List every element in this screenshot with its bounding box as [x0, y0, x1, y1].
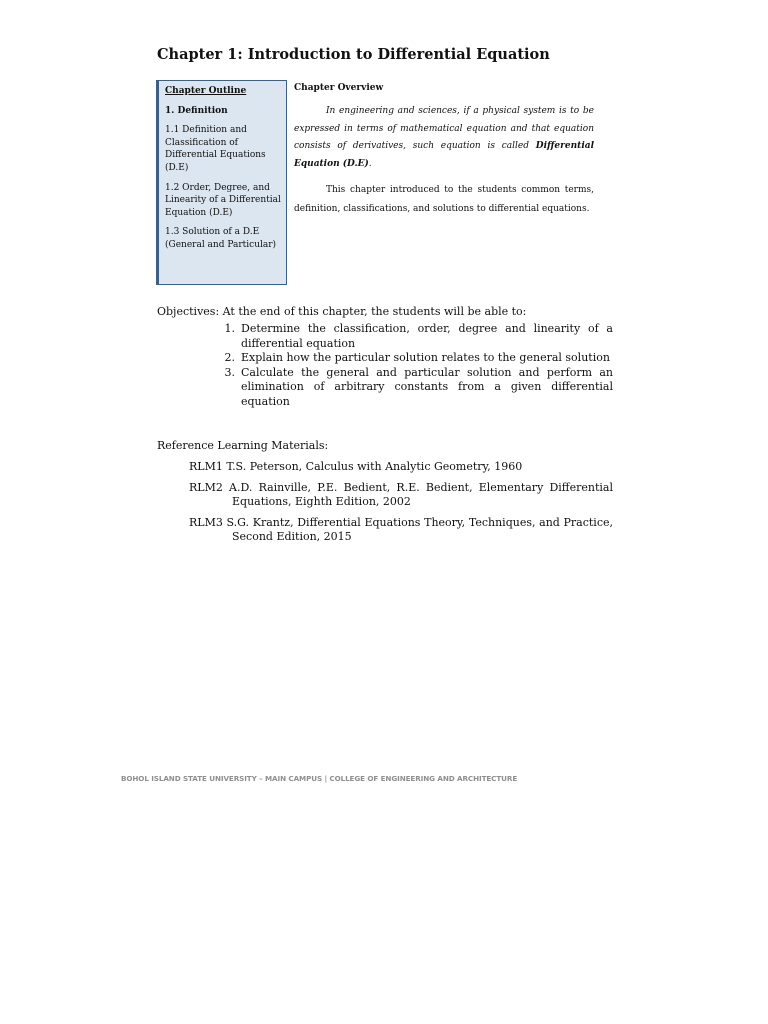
- overview-paragraph-end: .: [368, 158, 372, 169]
- reference-item: RLM3 S.G. Krantz, Differential Equations Theory, Techniques, and Practice, Second Edition, 2015: [189, 515, 613, 543]
- chapter-title: Chapter 1: Introduction to Differential Equation: [157, 46, 550, 63]
- overview-paragraph: [294, 103, 594, 173]
- overview-key-term: Differential Equation (D.E): [294, 141, 594, 169]
- outline-item: 1.3 Solution of a D.E (General and Particular): [165, 227, 277, 250]
- outline-item: 1.2 Order, Degree, and Linearity of a Differential Equation (D.E): [165, 182, 281, 218]
- overview-paragraph-text: In engineering and sciences, if a physical system is to be expressed in terms of mathematical equation and that equation consists of derivatives, such equation is called: [294, 106, 594, 152]
- reference-item: RLM1 T.S. Peterson, Calculus with Analytic Geometry, 1960: [189, 460, 523, 473]
- overview-heading: Chapter Overview: [294, 83, 384, 93]
- objective-number: 3.: [224, 365, 235, 379]
- reference-item: RLM2 A.D. Rainville, P.E. Bedient, R.E. Bedient, Elementary Differential Equations, Eighth Edition, 2002: [189, 480, 613, 508]
- objective-number: 2.: [224, 351, 235, 364]
- outline-heading: Chapter Outline: [165, 86, 247, 96]
- overview-paragraph: This chapter introduced to the students common terms, definition, classifications, and solutions to differential equations.: [294, 185, 594, 214]
- objective-item: [221, 351, 613, 366]
- references-heading: Reference Learning Materials:: [157, 439, 329, 452]
- page-footer: BOHOL ISLAND STATE UNIVERSITY – MAIN CAMPUS | COLLEGE OF ENGINEERING AND ARCHITECTURE: [121, 774, 518, 783]
- references-section: [157, 439, 613, 551]
- objective-item: [221, 366, 613, 410]
- chapter-outline-box: [156, 80, 287, 285]
- objectives-list: [157, 322, 613, 409]
- objective-text: Explain how the particular solution relates to the general solution: [241, 351, 610, 364]
- objective-number: 1.: [224, 322, 235, 335]
- objective-item: [221, 322, 613, 351]
- objectives-intro: Objectives: At the end of this chapter, the students will be able to:: [157, 305, 527, 318]
- outline-section: 1. Definition: [165, 105, 228, 116]
- objective-text: Calculate the general and particular solution and perform an elimination of arbitrary constants from a given differential equation: [241, 365, 613, 408]
- chapter-overview: [294, 83, 594, 218]
- objectives-section: [157, 305, 613, 409]
- objective-text: Determine the classification, order, degree and linearity of a differential equation: [241, 322, 613, 350]
- outline-item: 1.1 Definition and Classification of Differential Equations (D.E): [165, 125, 266, 173]
